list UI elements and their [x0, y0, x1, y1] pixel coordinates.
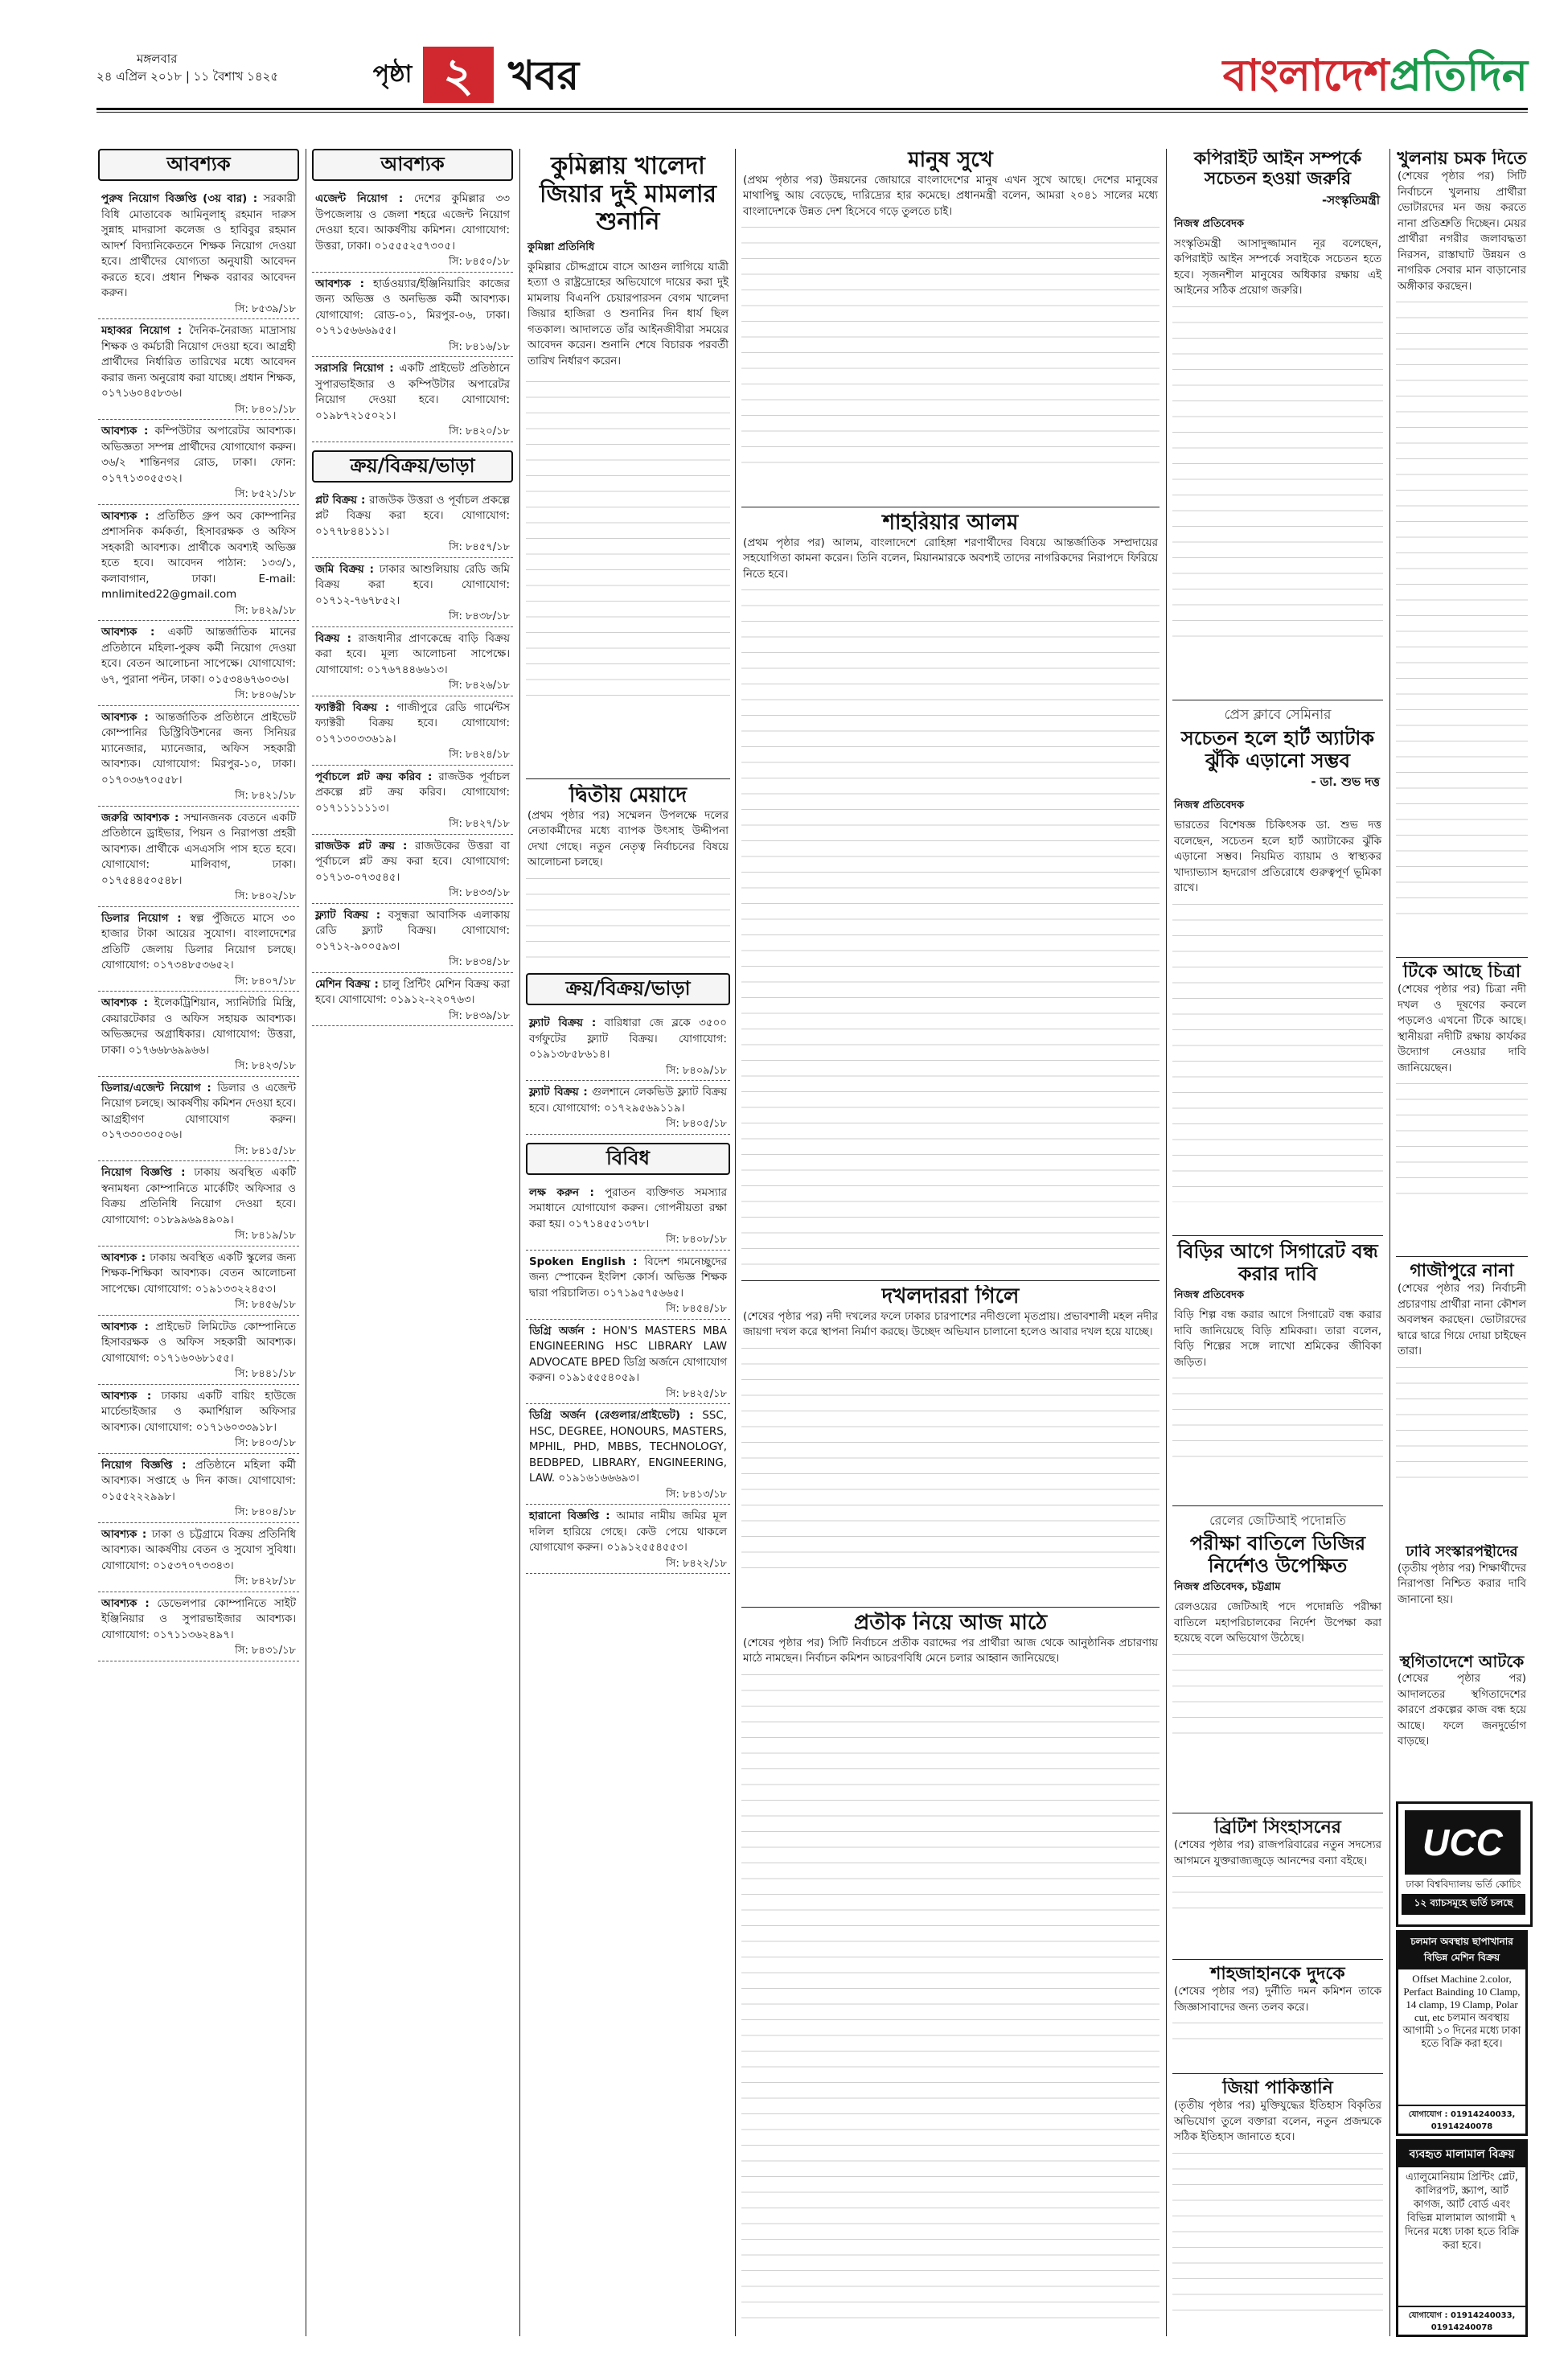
story-body: কুমিল্লার চৌদ্দগ্রামে বাসে আগুন লাগিয়ে যাত্রী হত্যা ও রাষ্ট্রদ্রোহের অভিযোগে দায়ের করা দুই মামলায় বিএনপি চেয়ারপারসন বেগম খালেদা জিয়ার হাজিরা ও শুনানির দিন ধার্য ছিল গতকাল। আদালতে তাঁর আইনজীবীরা সময়ের আবেদন করেন। শুনানি শেষে বিচারক পরবর্তী তারিখ নির্ধারণ করেন। [527, 261, 729, 368]
classified-list [312, 187, 513, 442]
classified-ad [526, 1505, 730, 1574]
classified-list [98, 187, 299, 1661]
classified-heading-misc: বিবিধ [526, 1143, 730, 1175]
story-kicker: রেলের জেটিআই পদোন্নতি [1209, 1513, 1346, 1528]
classified-column-2 [312, 149, 513, 2336]
classified-ad-text: দৈনিক-নৈরাজ্য মাদ্রাসায় শিক্ষক ও কর্মচারী নিয়োগ দেওয়া হবে। আগ্রহী প্রার্থীদের নির্ধারিত তারিখের মধ্যে আবেদন করার জন্য অনুরোধ করা যাচ্ছে। প্রধান শিক্ষক, ০১৭১৬০৪৫৮৩৬। [101, 325, 297, 400]
column-rule [735, 149, 736, 2336]
classified-ad [98, 1454, 299, 1523]
story-headline: দখলদাররা গিলে [881, 1285, 1020, 1308]
story-byline: কুমিল্লা প্রতিনিধি [527, 240, 595, 253]
story-continued-text [1396, 1076, 1528, 1205]
story-headline: টিকে আছে চিত্রা [1402, 962, 1521, 982]
classified-ad [98, 907, 299, 992]
classified-ad-lead: আবশ্যক : [101, 1528, 147, 1541]
story-shahriar [741, 511, 1160, 1275]
story-headline: জিয়া পাকিস্তানি [1222, 2078, 1333, 2098]
classified-ad-text: রাজউকের উত্তরা বা পূর্বাচলে প্লট ক্রয় করা হবে। যোগাযোগ: ০১৭১৩-০৭৩৫৪৫। [315, 840, 510, 884]
classified-ad-ref: সি: ৮৪০৮/১৮ [666, 1234, 727, 1246]
classified-ad [98, 1161, 299, 1247]
used-goods-title: ব্যবহৃত মালামাল বিক্রয় [1398, 2142, 1525, 2167]
story-body: (শেষের পৃষ্ঠার পর) নির্বাচনী প্রচারণায় প্রার্থীরা নানা কৌশল অবলম্বন করছেন। ভোটারদের দ্বারে দ্বারে গিয়ে দোয়া চাইছেন তারা। [1398, 1283, 1526, 1358]
classified-ad-text: রাজউক উত্তরা ও পূর্বাচল প্রকল্পে প্লট বিক্রয় করা হবে। যোগাযোগ: ০১৭৭৮৪৪১১১। [315, 494, 510, 538]
classified-ad [312, 904, 513, 973]
classified-ad-ref: সি: ৮৫২১/১৮ [235, 488, 296, 500]
story-headline: দ্বিতীয় মেয়াদে [569, 784, 688, 807]
brand-part1: বাংলাদেশ [1222, 49, 1389, 101]
classified-ad-text: প্রতিষ্ঠানে মহিলা কর্মী আবশ্যক। সপ্তাহে ৬ দিন কাজ। যোগাযোগ: ০১৫৫২২২৯৯৮। [101, 1459, 296, 1503]
classified-ad-text: একটি প্রাইভেট প্রতিষ্ঠানে সুপারভাইজার ও কম্পিউটার অপারেটর নিয়োগ দেওয়া হবে। যোগাযোগ: ০১৯৮৭২১৫০২১। [315, 363, 510, 422]
story-body: (শেষের পৃষ্ঠার পর) চিত্রা নদী দখল ও দূষণের কবলে পড়লেও এখনো টিকে আছে। স্থানীয়রা নদীটি রক্ষায় কার্যকর উদ্যোগ নেওয়ার দাবি জানিয়েছেন। [1398, 984, 1526, 1074]
story-quote: -সংস্কৃতিমন্ত্রী [1322, 192, 1380, 207]
classified-ad-ref: সি: ৮৪২৯/১৮ [235, 604, 296, 617]
classified-ad-ref: সি: ৮৪৩৮/১৮ [449, 610, 510, 622]
classified-ad-text: ঢাকা ও চট্টগ্রামে বিক্রয় প্রতিনিধি আবশ্যক। আকর্ষণীয় বেতন ও সুযোগ সুবিধা। যোগাযোগ: ০১৫৩৭০৭৩৩৪৩। [101, 1528, 296, 1572]
classified-list [312, 489, 513, 1027]
classified-ad-lead: ডিগ্রি অর্জন : [529, 1325, 597, 1337]
classified-ad [98, 505, 299, 622]
story-body: ভারতের বিশেষজ্ঞ চিকিৎসক ডা. শুভ দত্ত বলেছেন, সচেতন হলে হার্ট অ্যাটাকের ঝুঁকি এড়ানো সম্ভব। নিয়মিত ব্যায়াম ও স্বাস্থ্যকর খাদ্যাভ্যাস হৃদরোগ প্রতিরোধে গুরুত্বপূর্ণ ভূমিকা রাখে। [1174, 819, 1381, 895]
classified-ad-lead: ফ্ল্যাট বিক্রয় : [529, 1017, 597, 1029]
story-body: (শেষের পৃষ্ঠার পর) আদালতের স্থগিতাদেশের কারণে প্রকল্পের কাজ বন্ধ হয়ে আছে। ফলে জনদুর্ভোগ বাড়ছে। [1398, 1673, 1526, 1748]
story-rule [741, 1280, 1160, 1281]
classified-ad-text: ঢাকায় একটি বায়িং হাউজে মার্চেন্ডাইজার ও কমার্শিয়াল অফিসার আবশ্যক। যোগাযোগ: ০১৭১৬০৩৩৯১৮। [101, 1390, 297, 1434]
story-second-term [526, 784, 730, 965]
classified-list [526, 1012, 730, 1135]
story-body: (প্রথম পৃষ্ঠার পর) আলম, বাংলাদেশে রোহিঙ্গা শরণার্থীদের বিষয়ে আন্তর্জাতিক সম্প্রদায়ের সহযোগিতা কামনা করেন। তিনি বলেন, মিয়ানমারকে অবশ্যই তাদের নাগরিকদের নিরাপদে ফিরিয়ে নিতে হবে। [743, 536, 1158, 581]
machine-sale-contact: যোগাযোগ : 01914240033, 01914240078 [1398, 2105, 1525, 2134]
story-byline: নিজস্ব প্রতিবেদক [1174, 1289, 1245, 1302]
story-headline: খুলনায় চমক দিতে [1397, 149, 1527, 169]
classified-ad-lead: আবশ্যক : [101, 626, 155, 639]
classified-ad-lead: পূর্বাচলে প্লট ক্রয় করিব : [315, 770, 433, 783]
classified-ad-lead: ফ্ল্যাট বিক্রয় : [529, 1086, 588, 1099]
story-continued-text [1172, 2146, 1383, 2323]
classified-ad [312, 973, 513, 1027]
story-continued-text [526, 871, 730, 965]
story-shahjahan [1172, 1964, 1383, 2068]
classified-ad-text: একটি আন্তর্জাতিক মানের প্রতিষ্ঠানে মহিলা-পুরুষ কর্মী নিয়োগ দেওয়া হবে। বেতন আলোচনা সাপেক্ষে। যোগাযোগ: ৬৭, পুরানা পল্টন, ঢাকা। ০১৫৩৪৬৭৬০৩৬। [101, 626, 296, 686]
story-headline: মানুষ সুখে [908, 149, 993, 172]
classified-ad [98, 1077, 299, 1162]
classified-ad-lead: পুরুষ নিয়োগ বিজ্ঞপ্তি (৩য় বার) : [101, 193, 258, 205]
classified-heading: আবশ্যক [312, 149, 513, 181]
ucc-coaching-ad [1396, 1801, 1533, 1927]
classified-ad-text: গুলশানে লেকভিউ ফ্ল্যাট বিক্রয় হবে। যোগাযোগ: ০১৭২৯৫৬৯১১৯। [529, 1086, 727, 1115]
classified-ad [98, 621, 299, 706]
classified-ad-text: SSC, HSC, DEGREE, HONOURS, MASTERS, MPHIL, PHD, MBBS, TECHNOLOGY, BEDBPED, LIBRARY, ENGINEERING, LAW. ০১৯১৬১৬৬৬৯৩। [529, 1410, 727, 1485]
classified-ad-lead: ফ্যাক্টরী বিক্রয় : [315, 701, 390, 714]
classified-ad-lead: প্লট বিক্রয় : [315, 494, 366, 507]
classified-ad [312, 835, 513, 904]
classified-ad-lead: মহাব্বর নিয়োগ : [101, 325, 183, 337]
classified-ad-text: হার্ডওয়্যার/ইঞ্জিনিয়ারিং কাজের জন্য অভিজ্ঞ ও অনভিজ্ঞ কর্মী আবশ্যক। যোগাযোগ: রোড-০১, মিরপুর-০৬, ঢাকা। ০১৭১৫৬৬৬৯৫৫। [315, 277, 510, 337]
page-word: পৃষ্ঠা [362, 47, 423, 103]
story-body: (শেষের পৃষ্ঠার পর) সিটি নির্বাচনে প্রতীক বরাদ্দের পর প্রার্থীরা আজ থেকে আনুষ্ঠানিক প্রচারণায় মাঠে নামছেন। নির্বাচন কমিশন আচরণবিধি মেনে চলার আহ্বান জানিয়েছে। [743, 1637, 1158, 1665]
story-copyright [1172, 149, 1383, 696]
classified-ad-lead: আবশ্যক : [101, 711, 149, 724]
classified-ad [312, 558, 513, 627]
story-headline: শাহরিয়ার আলম [882, 511, 1019, 535]
classified-heading-sale: ক্রয়/বিক্রয়/ভাড়া [312, 450, 513, 483]
classified-ad [526, 1012, 730, 1081]
classified-ad-ref: সি: ৮৪৪১/১৮ [235, 1368, 296, 1380]
story-headline: প্রতীক নিয়ে আজ মাঠে [853, 1612, 1048, 1635]
classified-ad [312, 273, 513, 358]
story-chira [1396, 962, 1528, 1251]
classified-ad-lead: আবশ্যক : [101, 1251, 146, 1264]
classified-ad-ref: সি: ৮৪৫০/১৮ [449, 256, 510, 268]
classified-ad-ref: সি: ৮৪২০/১৮ [449, 425, 510, 437]
story-body: (শেষের পৃষ্ঠার পর) রাজপরিবারের নতুন সদস্যের আগমনে যুক্তরাজ্যজুড়ে আনন্দের বন্যা বইছে। [1174, 1839, 1381, 1867]
classified-ad-lead: ডিলার/এজেন্ট নিয়োগ : [101, 1082, 211, 1095]
classified-ad-lead: Spoken English : [529, 1255, 638, 1268]
page-number: ২ [423, 47, 494, 103]
story-continued-text [1172, 299, 1383, 637]
classified-ad-text: আমার নামীয় জমির মূল দলিল হারিয়ে গেছে। কেউ পেয়ে থাকলে যোগাযোগ করুন। ০১৯১২৫৫৪৫৫৩। [529, 1510, 727, 1554]
story-continued-text [741, 1341, 1160, 1582]
story-headline: কপিরাইট আইন সম্পর্কে সচেতন হওয়া জরুরি [1193, 149, 1362, 190]
story-rule [1172, 2073, 1383, 2074]
classified-ad-ref: সি: ৮৪২৭/১৮ [449, 818, 510, 830]
ucc-headline: ১২ ব্যাচসমূহে ভর্তি চলছে [1402, 1894, 1525, 1915]
story-headline: ঢাবি সংস্কারপন্থীদের [1406, 1544, 1518, 1560]
classified-ad-lead: আবশ্যক : [101, 1320, 149, 1333]
classified-ad-ref: সি: ৮৪৩১/১৮ [235, 1645, 296, 1657]
story-rule [1172, 1505, 1383, 1506]
classified-ad-text: দেশের কুমিল্লার ৩৩ উপজেলায় ও জেলা শহরে এজেন্ট নিয়োগ দেওয়া হবে। আকর্ষণীয় কমিশন। যোগাযোগ: উত্তরা, ঢাকা। ০১৫৫৫২৫৭৩০৫। [315, 193, 510, 253]
story-body: (শেষের পৃষ্ঠার পর) সিটি নির্বাচনে খুলনায় প্রার্থীরা ভোটারদের মন জয় করতে নানা প্রতিশ্রুতি দিচ্ছেন। মেয়র প্রার্থীরা নগরীর জলাবদ্ধতা নিরসন, রাস্তাঘাট উন্নয়ন ও নাগরিক সেবার মান বাড়ানোর অঙ্গীকার করছেন। [1398, 170, 1526, 293]
story-rule [526, 778, 730, 779]
classified-ad [312, 627, 513, 696]
classified-ad-text: স্বল্প পুঁজিতে মাসে ৩০ হাজার টাকা আয়ের সুযোগ। বাংলাদেশের প্রতিটি জেলায় ডিলার নিয়োগ চলছে। যোগাযোগ: ০১৭৩৪৮৫৩৬৫২। [101, 912, 296, 971]
ucc-subtitle: ঢাকা বিশ্ববিদ্যালয় ভর্তি কোচিং [1406, 1879, 1521, 1890]
classified-ad-text: HON'S MASTERS MBA ENGINEERING HSC LIBRARY LAW ADVOCATE BPED ডিগ্রি অর্জনে যোগাযোগ করুন। ০১৯১৫৫৫৪০৫৯। [529, 1325, 727, 1384]
classified-ad-lead: ডিলার নিয়োগ : [101, 912, 182, 925]
column-rule [1389, 149, 1390, 2336]
classified-ad-text: ঢাকার আশুলিয়ায় রেডি জমি বিক্রয় করা হবে। যোগাযোগ: ০১৭১২-৭৬৭৮৫২। [315, 563, 510, 607]
classified-ad-text: চালু প্রিন্টিং মেশিন বিক্রয় করা হবে। যোগাযোগ: ০১৯১২-২২০৭৬৩। [315, 978, 510, 1006]
story-adjourned [1396, 1653, 1528, 1797]
top-rule-thin [96, 112, 1528, 113]
classified-ad-text: ঢাকায় অবস্থিত একটি স্বনামধন্য কোম্পানিতে মার্কেটিং অফিসার ও বিক্রয় প্রতিনিধি নিয়োগ দেওয়া হবে। যোগাযোগ: ০১৮৯৯৬৯৪৯০৯। [101, 1167, 296, 1226]
classified-ad-lead: এজেন্ট নিয়োগ : [315, 193, 404, 205]
story-headline: শাহজাহানকে দুদকে [1210, 1964, 1345, 1984]
classified-ad-lead: বিক্রয় : [315, 632, 351, 645]
story-rule [741, 1607, 1160, 1608]
story-byline: নিজস্ব প্রতিবেদক [1174, 217, 1245, 230]
classified-ad [98, 807, 299, 907]
used-goods-contact: যোগাযোগ : 01914240033, 01914240078 [1398, 2306, 1525, 2335]
classified-ad [312, 489, 513, 558]
classified-column-1 [98, 149, 299, 2336]
classified-ad-ref: সি: ৮৪২৬/১৮ [449, 680, 510, 692]
classified-ad-lead: লক্ষ করুন : [529, 1186, 594, 1199]
classified-heading: আবশ্যক [98, 149, 299, 181]
story-continued-text [1172, 897, 1383, 1202]
date-line: ২৪ এপ্রিল ২০১৮ | ১১ বৈশাখ ১৪২৫ [96, 69, 279, 84]
story-students [1396, 1544, 1528, 1649]
classified-ad-lead: ফ্ল্যাট বিক্রয় : [315, 909, 381, 922]
story-rule [1172, 1235, 1383, 1236]
classified-ad-text: প্রাইভেট লিমিটেড কোম্পানিতে হিসাবরক্ষক ও অফিস সহকারী আবশ্যক। যোগাযোগ: ০১৭১৬০৬৮১৫৫। [101, 1320, 297, 1365]
classified-ad [98, 1523, 299, 1592]
story-continued-text [526, 374, 730, 696]
classified-ad [526, 1251, 730, 1320]
story-continued-text [741, 1667, 1160, 2327]
classified-ad-lead: ডিগ্রি অর্জন (রেগুলার/প্রাইভেট) : [529, 1410, 694, 1422]
used-goods-text: এ্যালুমোনিয়াম প্রিন্টিং প্লেট, কালিরপট, স্ক্র্যাপ, আর্ট কাগজ, আর্ট বোর্ড এবং বিভিন্ন মালামাল আগামী ৭ দিনের মধ্যে ঢাকা হতে বিক্রি করা হবে। [1404, 2171, 1520, 2252]
classified-ad-ref: সি: ৮৪২৪/১৮ [449, 749, 510, 761]
story-continued-text [1172, 1370, 1383, 1467]
classified-ad-lead: রাজউক প্লট ক্রয় : [315, 840, 408, 852]
classified-ad-text: বারিধারা জে ব্লকে ৩৫০০ বর্গফুটের ফ্ল্যাট বিক্রয়। যোগাযোগ: ০১৯১৩৮৫৮৬১৪। [529, 1017, 727, 1061]
classified-heading-sale: ক্রয়/বিক্রয়/ভাড়া [526, 973, 730, 1005]
story-headline: স্থগিতাদেশে আটকে [1399, 1653, 1525, 1671]
classified-ad-text: বিদেশ গমনেচ্ছুদের জন্য স্পোকেন ইংলিশ কোর্স। অভিজ্ঞ শিক্ষক দ্বারা পরিচালিত। ০১৭১৯৫৭৫৬৬৫। [529, 1255, 727, 1300]
story-gazipur [1396, 1261, 1528, 1538]
classified-ad-ref: সি: ৮৪৩৯/১৮ [449, 1009, 510, 1022]
classified-column-3 [526, 973, 730, 2336]
classified-ad-text: সম্মানজনক বেতনে একটি প্রতিষ্ঠানে ড্রাইভার, পিয়ন ও নিরাপত্তা প্রহরী আবশ্যক। প্রার্থীকে এসএসসি পাস হতে হবে। যোগাযোগ: মালিবাগ, ঢাকা। ০১৭৫৪৪৫০৫৪৮। [101, 811, 296, 887]
classified-ad-lead: জমি বিক্রয় : [315, 563, 375, 576]
machine-sale-title: চলমান অবস্থায় ছাপাখানার বিভিন্ন মেশিন বিক্রয় [1398, 1932, 1525, 1969]
classified-ad [526, 1404, 730, 1505]
classified-ad-lead: আবশ্যক : [101, 997, 148, 1009]
classified-ad-lead: নিয়োগ বিজ্ঞপ্তি : [101, 1167, 186, 1179]
classified-ad-text: পুরাতন ব্যক্তিগত সমস্যার সমাধানে যোগাযোগ করুন। গোপনীয়তা রক্ষা করা হয়। ০১৭১৪৫৫১৩৭৮। [529, 1186, 728, 1230]
story-rule [1172, 1959, 1383, 1960]
classified-ad-ref: সি: ৮৪২৩/১৮ [235, 1060, 296, 1072]
classified-ad-text: রাজধানীর প্রাণকেন্দ্রে বাড়ি বিক্রয় করা হবে। মূল্য আলোচনা সাপেক্ষে। যোগাযোগ: ০১৭৬৭৪৪৬৬১৩। [315, 632, 510, 676]
classified-ad [526, 1181, 730, 1251]
classified-ad-ref: সি: ৮৪১৬/১৮ [449, 340, 510, 353]
classified-ad-text: বসুন্ধরা আবাসিক এলাকায় রেডি ফ্ল্যাট বিক্রয়। যোগাযোগ: ০১৭১২-৯০০৫৯৩। [315, 909, 510, 953]
story-headline: গাজীপুরে নানা [1410, 1261, 1514, 1281]
classified-ad [98, 1316, 299, 1385]
classified-ad-ref: সি: ৮৪২৮/১৮ [235, 1575, 296, 1587]
story-body: সংস্কৃতিমন্ত্রী আসাদুজ্জামান নূর বলেছেন, কপিরাইট আইন সম্পর্কে সবাইকে সচেতন হতে হবে। সৃজনশীল মানুষের অধিকার রক্ষায় এই আইনের সঠিক প্রয়োগ জরুরি। [1174, 237, 1381, 298]
classified-ad-lead: আবশ্যক : [101, 425, 149, 437]
classified-ad-ref: সি: ৮৪০৬/১৮ [235, 689, 296, 701]
classified-ad-ref: সি: ৮৪২২/১৮ [666, 1557, 727, 1570]
classified-ad [526, 1320, 730, 1405]
classified-ad-ref: সি: ৮৪৩৩/১৮ [449, 887, 510, 899]
classified-ad [312, 357, 513, 442]
classified-ad-text: আন্তর্জাতিক প্রতিষ্ঠানে প্রাইভেট কোম্পানির ডিস্ট্রিবিউশনের জন্য সিনিয়র ম্যানেজার, ম্যানেজার, অফিস সহকারী আবশ্যক। যোগাযোগ: মিরপুর-১০, ঢাকা। ০১৭০৩৬৭০৫৫৮। [101, 711, 297, 787]
classified-ad-ref: সি: ৮৪১৫/১৮ [235, 1144, 296, 1157]
classified-ad-text: প্রতিষ্ঠিত গ্রুপ অব কোম্পানির প্রশাসনিক কর্মকর্তা, হিসাবরক্ষক ও অফিস সহকারী আবশ্যক। প্রার্থীকে অবশ্যই অভিজ্ঞ হতে হবে। আবেদন পাঠান: ১৩৩/১, কলাবাগান, ঢাকা। E-mail: mnlimited22@gmail.com [101, 510, 297, 601]
story-continued-text [741, 220, 1160, 477]
story-british [1172, 1817, 1383, 1954]
classified-ad-ref: সি: ৮৪০১/১৮ [235, 403, 296, 416]
classified-ad [98, 319, 299, 420]
story-rule [1396, 957, 1528, 958]
brand-logo [1223, 47, 1528, 103]
classified-ad [312, 696, 513, 766]
story-continued-text [741, 582, 1160, 1274]
classified-ad-ref: সি: ৮৪০৯/১৮ [666, 1064, 727, 1077]
classified-ad [98, 420, 299, 505]
story-byline: নিজস্ব প্রতিবেদক, চট্টগ্রাম [1174, 1581, 1281, 1594]
used-goods-sale-ad [1396, 2139, 1528, 2337]
classified-ad-ref: সি: ৮৪২১/১৮ [235, 790, 296, 802]
classified-ad-ref: সি: ৮৪০৩/১৮ [235, 1437, 296, 1449]
brand-part2: প্রতিদিন [1389, 49, 1528, 101]
classified-ad-lead: জরুরি আবশ্যক : [101, 811, 179, 824]
classified-ad-lead: আবশ্যক : [101, 1597, 150, 1610]
classified-ad [98, 1247, 299, 1316]
machine-sale-ad [1396, 1930, 1528, 2136]
story-continued-text [1172, 1647, 1383, 1744]
story-cigarette [1172, 1240, 1383, 1501]
story-heart [1172, 704, 1383, 1231]
story-continued-text [1172, 2015, 1383, 2047]
story-headline: পরীক্ষা বাতিলে ডিজির নির্দেশও উপেক্ষিত [1189, 1531, 1366, 1577]
story-headline: কুমিল্লায় খালেদা জিয়ার দুই মামলার শুনানি [539, 153, 717, 236]
story-khulna [1396, 149, 1528, 953]
classified-ad [98, 1385, 299, 1454]
story-body: (তৃতীয় পৃষ্ঠার পর) মুক্তিযুদ্ধের ইতিহাস বিকৃতির অভিযোগ তুলে বক্তারা বলেন, নতুন প্রজন্মকে সঠিক ইতিহাস জানাতে হবে। [1174, 2100, 1381, 2144]
classified-ad [98, 706, 299, 807]
classified-ad-ref: সি: ৮৪১৩/১৮ [666, 1488, 727, 1501]
story-body: (শেষের পৃষ্ঠার পর) নদী দখলের ফলে ঢাকার চারপাশের নদীগুলো মৃতপ্রায়। প্রভাবশালী মহল নদীর জায়গা দখল করে স্থাপনা নির্মাণ করছে। উচ্ছেদ অভিযান চালানো হলেও আবার দখল হয়ে যাচ্ছে। [743, 1310, 1158, 1339]
classified-list [526, 1181, 730, 1575]
classified-ad [98, 992, 299, 1077]
story-headline: ব্রিটিশ সিংহাসনের [1214, 1817, 1341, 1838]
story-zia-pak [1172, 2078, 1383, 2335]
classified-ad [98, 187, 299, 319]
story-occupiers [741, 1285, 1160, 1603]
classified-ad-ref: সি: ৮৪৫৪/১৮ [666, 1303, 727, 1315]
story-body: রেলওয়ের জেটিআই পদে পদোন্নতি পরীক্ষা বাতিলে মহাপরিচালকের নির্দেশ উপেক্ষা করা হয়েছে বলে অভিযোগ উঠেছে। [1174, 1601, 1381, 1645]
classified-ad-lead: আবশ্যক : [101, 510, 150, 523]
classified-ad-text: কম্পিউটার অপারেটর আবশ্যক। অভিজ্ঞতা সম্পন্ন প্রার্থীদের যোগাযোগ করুন। ৩৬/২ শান্তিনগর রোড, ঢাকা। ফোন: ০১৭৭১৩০৫৫৩২। [101, 425, 296, 485]
classified-ad [526, 1081, 730, 1135]
classified-ad-text: ইলেকট্রিশিয়ান, স্যানিটারি মিস্ত্রি, কেয়ারটেকার ও অফিস সহায়ক আবশ্যক। অভিজ্ঞদের অগ্রাধিকার। যোগাযোগ: উত্তরা, ঢাকা। ০১৭৬৬৮৬৯৯৬৬। [101, 997, 296, 1057]
story-headline: সচেতন হলে হার্ট অ্যাটাক ঝুঁকি এড়ানো সম্ভব [1180, 726, 1375, 772]
classified-ad-text: ডেভেলপার কোম্পানিতে সাইট ইঞ্জিনিয়ার ও সুপারভাইজার আবশ্যক। যোগাযোগ: ০১৭১১৩৬২৪৯৭। [101, 1597, 296, 1641]
classified-ad-lead: মেশিন বিক্রয় : [315, 978, 379, 991]
classified-ad-lead: সরাসরি নিয়োগ : [315, 363, 394, 375]
story-continued-text [1396, 1360, 1528, 1489]
classified-ad-ref: সি: ৮৫৩৯/১৮ [235, 302, 296, 315]
classified-ad-ref: সি: ৮৪০৪/১৮ [235, 1506, 296, 1518]
column-rule [519, 149, 520, 2336]
masthead [96, 47, 1528, 105]
story-headline: বিড়ির আগে সিগারেট বন্ধ করার দাবি [1177, 1240, 1378, 1285]
story-body: বিড়ি শিল্প বন্ধ করার আগে সিগারেট বন্ধ করার দাবি জানিয়েছে বিড়ি শ্রমিকরা। তারা বলেন, বিড়ি শিল্পের সঙ্গে লাখো শ্রমিকের জীবিকা জড়িত। [1174, 1309, 1381, 1369]
machine-sale-text: Offset Machine 2.color, Perfact Bainding 10 Clamp, 14 clamp, 19 Clamp, Polar cut, etc চলমান অবস্থায় আগামী ১০ দিনের মধ্যে ঢাকা হতে বিক্রি করা হবে। [1402, 1973, 1521, 2049]
story-body: (প্রথম পৃষ্ঠার পর) সম্মেলন উপলক্ষে দলের নেতাকর্মীদের মধ্যে ব্যাপক উৎসাহ উদ্দীপনা দেখা গেছে। নতুন নেতৃত্ব নির্বাচনের বিষয়ে আলোচনা চলছে। [527, 809, 729, 869]
column-rule [1166, 149, 1167, 2336]
story-quote: - ডা. শুভ দত্ত [1311, 774, 1380, 790]
classified-ad-ref: সি: ৮৪৩৪/১৮ [449, 956, 510, 968]
section-name: খবর [508, 51, 580, 99]
story-happy-people [741, 149, 1160, 503]
classified-ad-lead: হারানো বিজ্ঞপ্তি : [529, 1510, 610, 1522]
date-block [96, 50, 278, 85]
story-rule [1396, 1256, 1528, 1257]
classified-ad-ref: সি: ৮৪০২/১৮ [235, 890, 296, 902]
classified-ad-ref: সি: ৮৪০৭/১৮ [235, 975, 296, 988]
classified-ad-ref: সি: ৮৪২৫/১৮ [666, 1387, 727, 1400]
classified-ad-lead: আবশ্যক : [315, 277, 365, 290]
classified-ad [312, 187, 513, 273]
story-continued-text [1172, 1869, 1383, 1917]
story-byline: নিজস্ব প্রতিবেদক [1174, 799, 1245, 812]
page-number-logo [362, 47, 499, 103]
classified-ad-lead: নিয়োগ বিজ্ঞপ্তি : [101, 1459, 187, 1472]
classified-ad [98, 1592, 299, 1661]
story-khaleda [526, 153, 730, 772]
story-kicker: প্রেস ক্লাবে সেমিনার [1224, 707, 1332, 723]
classified-ad-ref: সি: ৮৪৫৭/১৮ [449, 541, 510, 553]
classified-ad-text: রাজউক পূর্বাচল প্রকল্পে প্লট ক্রয় করিব। যোগাযোগ: ০১৭১১১১১১৩। [315, 770, 510, 815]
classified-ad-ref: সি: ৮৪১৯/১৮ [235, 1230, 296, 1242]
ucc-logo: UCC [1405, 1810, 1521, 1875]
classified-ad-text: সরকারী বিধি মোতাবেক আমিনুলাহ্ রহমান দারুস সুন্নাহ মাদরাসা কলেজ ও হাবিবুর রহমান আদর্শ বিদ্যানিকেতনে শিক্ষক নিয়োগ দেওয়া হবে। প্রার্থীদের যোগ্যতা অনুযায়ী আবেদন করতে হবে। প্রধান শিক্ষক বরাবর আবেদন করুন। [101, 193, 296, 299]
story-continued-text [1396, 294, 1528, 922]
story-body: (তৃতীয় পৃষ্ঠার পর) শিক্ষার্থীদের নিরাপত্তা নিশ্চিত করার দাবি জানানো হয়। [1398, 1562, 1526, 1606]
classified-ad-text: ঢাকায় অবস্থিত একটি স্কুলের জন্য শিক্ষক-শিক্ষিকা আবশ্যক। বেতন আলোচনা সাপেক্ষে। যোগাযোগ: ০১৯১৩৩২২৪৫৩। [101, 1251, 297, 1296]
story-symbol [741, 1612, 1160, 2335]
classified-ad-text: ডিলার ও এজেন্ট নিয়োগ চলছে। আকর্ষণীয় কমিশন দেওয়া হবে। আগ্রহীগণ যোগাযোগ করুন। ০১৭৩৩০৩০৫০৬। [101, 1082, 297, 1141]
top-rule [96, 108, 1528, 110]
classified-ad-lead: আবশ্যক : [101, 1390, 152, 1403]
classified-ad [312, 766, 513, 835]
story-exam [1172, 1510, 1383, 1808]
classified-ad-text: গাজীপুরে রেডি গার্মেন্টস ফ্যাক্টরী বিক্রয় হবে। যোগাযোগ: ০১৭১৩০৩৩৬১৯। [315, 701, 510, 745]
story-body: (শেষের পৃষ্ঠার পর) দুর্নীতি দমন কমিশন তাকে জিজ্ঞাসাবাদের জন্য তলব করে। [1174, 1986, 1381, 2014]
weekday: মঙ্গলবার [137, 51, 178, 66]
classified-ad-ref: সি: ৮৪০৫/১৮ [666, 1118, 727, 1130]
classified-ad-ref: সি: ৮৪৫৬/১৮ [235, 1299, 296, 1311]
story-body: (প্রথম পৃষ্ঠার পর) উন্নয়নের জোয়ারে বাংলাদেশের মানুষ এখন সুখে আছে। দেশের মানুষের মাথাপিছু আয় বেড়েছে, দারিদ্র্যের হার কমেছে। প্রধানমন্ত্রী বলেন, আমরা ২০৪১ সালের মধ্যে বাংলাদেশকে উন্নত দেশ হিসেবে গড়ে তুলতে চাই। [743, 174, 1158, 218]
